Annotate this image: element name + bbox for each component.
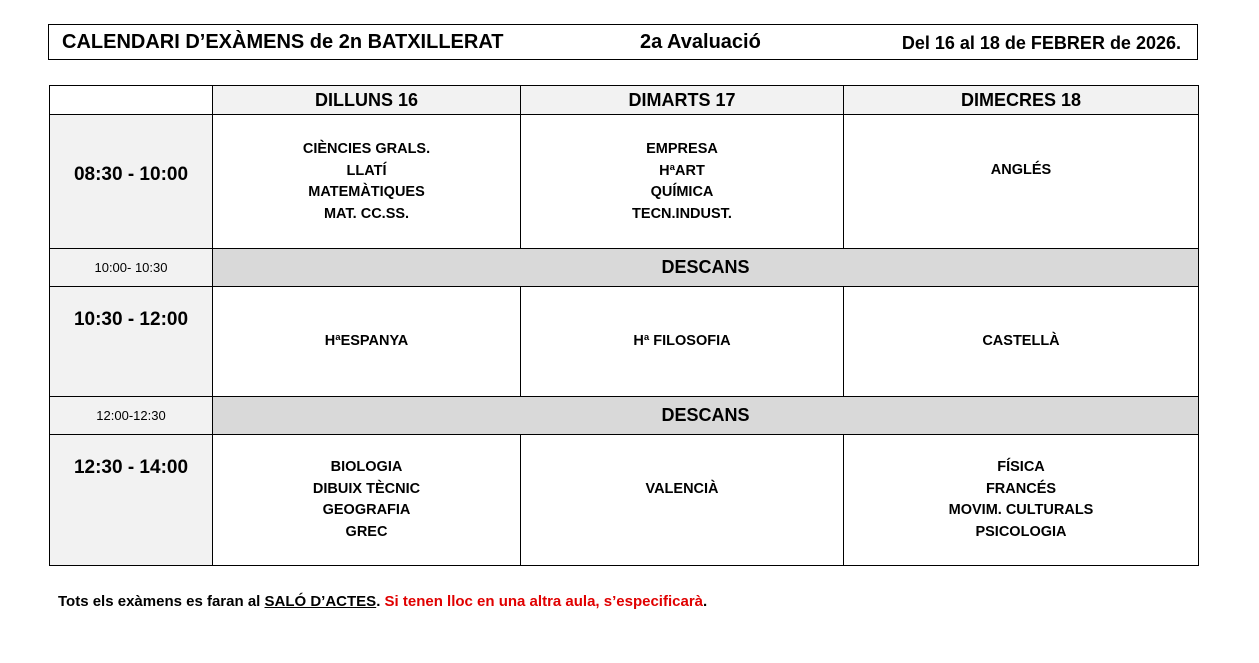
subject-item: BIOLOGIA [330, 459, 403, 475]
subject-item: CASTELLÀ [982, 332, 1060, 349]
exam-cell [213, 287, 521, 397]
break-label: DESCANS [213, 249, 1199, 287]
subject-item: EMPRESA [646, 141, 718, 157]
day-header-tuesday: DIMARTS 17 [521, 86, 844, 115]
exam-cell [521, 115, 844, 249]
subject-item: MAT. CC.SS. [323, 205, 410, 222]
time-slot-label: 08:30 - 10:00 [50, 115, 213, 249]
break-time-label: 10:00- 10:30 [50, 249, 213, 287]
subject-item: FRANCÉS [985, 480, 1057, 497]
exam-cell [844, 435, 1199, 566]
subject-item: ANGLÉS [990, 162, 1052, 178]
subject-item: FÍSICA [997, 459, 1045, 475]
subject-item: LLATÍ [346, 162, 387, 179]
corner-cell [50, 86, 213, 115]
day-header-wednesday: DIMECRES 18 [844, 86, 1199, 115]
break-time-label: 12:00-12:30 [50, 397, 213, 435]
time-slot-label: 10:30 - 12:00 [50, 287, 213, 397]
time-slot-row [50, 287, 1199, 397]
exam-cell [844, 115, 1199, 249]
exam-cell [213, 435, 521, 566]
subject-item: GREC [345, 523, 388, 540]
exam-location: SALÓ D’ACTES [264, 593, 377, 610]
header-row [50, 86, 1199, 115]
subject-item: PSICOLOGIA [975, 523, 1067, 540]
subject-item: Hª FILOSOFIA [633, 332, 731, 349]
subject-item: HªART [659, 162, 705, 179]
subject-item: TECN.INDUST. [632, 205, 732, 222]
footer-prefix: Tots els exàmens es faran al [58, 593, 265, 610]
footer-note [58, 593, 707, 610]
break-row [50, 397, 1199, 435]
exam-cell [844, 287, 1199, 397]
exam-cell [213, 115, 521, 249]
exam-cell [521, 435, 844, 566]
subject-item: MOVIM. CULTURALS [948, 502, 1094, 518]
footer-warning: Si tenen lloc en una altra aula, s’especificarà [384, 593, 703, 610]
footer-period: . [376, 593, 385, 610]
day-header-monday: DILLUNS 16 [213, 86, 521, 115]
subject-item: HªESPANYA [324, 332, 409, 349]
subject-item: VALENCIÀ [645, 481, 719, 497]
subject-item: CIÈNCIES GRALS. [302, 141, 431, 157]
date-range: Del 16 al 18 de FEBRER de 2026. [901, 33, 1181, 53]
calendar-title-box [48, 24, 1198, 60]
calendar-title: CALENDARI D’EXÀMENS de 2n BATXILLERAT [62, 31, 504, 53]
subject-item: GEOGRAFIA [322, 502, 411, 518]
exam-schedule-table [49, 85, 1199, 566]
subject-item: QUÍMICA [650, 184, 714, 200]
time-slot-label: 12:30 - 14:00 [50, 435, 213, 566]
break-label: DESCANS [213, 397, 1199, 435]
break-row [50, 249, 1199, 287]
time-slot-row [50, 435, 1199, 566]
evaluation-label: 2a Avaluació [640, 31, 761, 53]
exam-cell [521, 287, 844, 397]
footer-end: . [703, 593, 708, 610]
subject-item: MATEMÀTIQUES [308, 184, 425, 200]
time-slot-row [50, 115, 1199, 249]
subject-item: DIBUIX TÈCNIC [312, 480, 421, 497]
